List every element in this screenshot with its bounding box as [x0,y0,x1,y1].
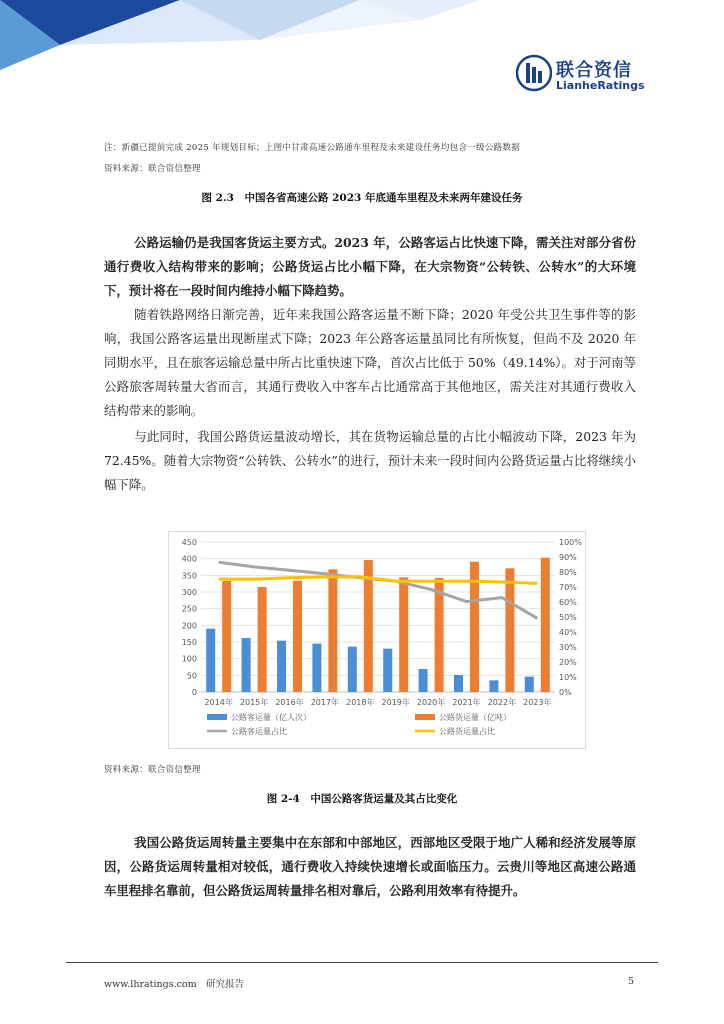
bar-passenger [348,647,357,692]
figure-source: 资料来源：联合资信整理 [104,164,201,174]
y-tick-label: 250 [181,604,197,614]
y2-tick-label: 40% [559,628,577,637]
x-tick-label: 2014年 [204,698,233,707]
brand-name-en: LianheRatings [556,79,645,92]
y-tick-label: 300 [181,588,197,597]
logo-mark-icon [516,54,552,92]
x-tick-label: 2016年 [275,698,304,707]
y-tick-label: 50 [186,671,197,681]
x-tick-label: 2023年 [523,698,552,707]
bar-passenger [242,638,251,692]
y-tick-label: 150 [181,638,197,647]
bar-freight [435,578,444,692]
y2-tick-label: 60% [559,598,577,607]
x-tick-label: 2022年 [487,698,517,707]
y-tick-label: 0 [191,688,197,697]
brand-name-cn: 联合资信 [556,60,632,81]
page-number: 5 [628,976,635,987]
y2-tick-label: 10% [559,673,577,682]
y2-tick-label: 70% [559,583,577,592]
brand-logo [516,52,706,96]
bar-passenger [383,649,392,692]
paragraph-3-text: 与此同时，我国公路货运量波动增长，其在货物运输总量的占比小幅波动下降，2023 年为 72.45%。随着大宗物资“公转铁、公转水”的进行，预计未来一段时间内公路货运量占比将继续小幅下降。 [104,429,636,492]
x-tick-label: 2017年 [310,698,340,707]
y-tick-label: 200 [181,621,197,631]
legend-swatch [415,714,435,720]
legend-label: 公路客运量（亿人次） [231,713,311,722]
y2-tick-label: 20% [559,658,577,667]
bar-freight [399,577,408,692]
bar-passenger [419,669,428,692]
legend-label: 公路客运量占比 [231,727,287,736]
y2-tick-label: 50% [559,613,577,622]
y2-tick-label: 80% [559,568,577,577]
y2-tick-label: 90% [559,553,577,562]
y2-tick-label: 30% [559,643,577,652]
bar-freight [222,581,231,692]
chart-container [168,531,586,749]
x-tick-label: 2018年 [346,698,375,707]
y2-tick-label: 100% [559,538,582,547]
paragraph-1 [104,231,636,303]
bar-freight [328,569,337,692]
bar-passenger [454,675,463,692]
footer-divider [66,962,658,963]
y-tick-label: 350 [181,571,197,581]
bar-freight [258,587,267,692]
line-freight-share [219,577,538,584]
legend-label: 公路货运量（亿吨） [439,713,511,722]
paragraph-2 [104,303,636,423]
legend-swatch [207,714,227,720]
x-tick-label: 2019年 [381,698,410,707]
x-tick-label: 2020年 [416,698,446,707]
bar-freight [293,581,302,692]
y-tick-label: 450 [181,538,197,547]
bar-passenger [525,677,534,692]
bar-freight [505,568,514,692]
x-tick-label: 2015年 [239,698,269,707]
y2-tick-label: 0% [559,688,572,697]
footer-site: www.lhratings.com 研究报告 [104,979,245,990]
bar-passenger [277,641,286,692]
y-tick-label: 100 [181,654,197,664]
paragraph-2-text: 随着铁路网络日渐完善，近年来我国公路客运量不断下降；2020 年受公共卫生事件等的影响，我国公路客运量出现断崖式下降；2023 年公路客运量虽同比有所恢复，但尚不及 2020 年同期水平，且在旅客运输总量中所占比重快速下降，首次占比低于 50%（49.14%）。对于河南等公路旅客周转量大省而言，其通行费收入中客车占比通常高于其他地区，需关注对其通行费收入结构带来的影响。 [104,307,636,418]
figure-2-4-caption: 图 2-4 中国公路客货运量及其占比变化 [266,793,458,805]
paragraph-3 [104,425,636,497]
paragraph-1-text: 公路运输仍是我国客货运主要方式。2023 年，公路客运占比快速下降，需关注对部分省份通行费收入结构带来的影响；公路货运占比小幅下降，在大宗物资“公转铁、公转水”的大环境下，预计将在一段时间内维持小幅下降趋势。 [104,235,636,298]
chart-svg [169,532,585,748]
figure-2-3-caption: 图 2.3 中国各省高速公路 2023 年底通车里程及未来两年建设任务 [201,192,523,204]
figure-note: 注：新疆已提前完成 2025 年规划目标；上图中甘肃高速公路通车里程及未来建设任务均包含一级公路数据 [104,143,521,153]
paragraph-4 [104,831,636,903]
chart-source: 资料来源：联合资信整理 [104,765,201,775]
bar-passenger [312,644,321,692]
x-tick-label: 2021年 [452,698,481,707]
bar-passenger [206,629,215,692]
bar-passenger [489,680,498,692]
legend-label: 公路货运量占比 [439,727,495,736]
y-tick-label: 400 [181,554,197,564]
bar-freight [541,558,550,692]
paragraph-4-text: 我国公路货运周转量主要集中在东部和中部地区，西部地区受限于地广人稀和经济发展等原因，公路货运周转量相对较低，通行费收入持续快速增长或面临压力。云贵川等地区高速公路通车里程排名靠前，但公路货运周转量排名相对靠后，公路利用效率有待提升。 [104,835,636,898]
